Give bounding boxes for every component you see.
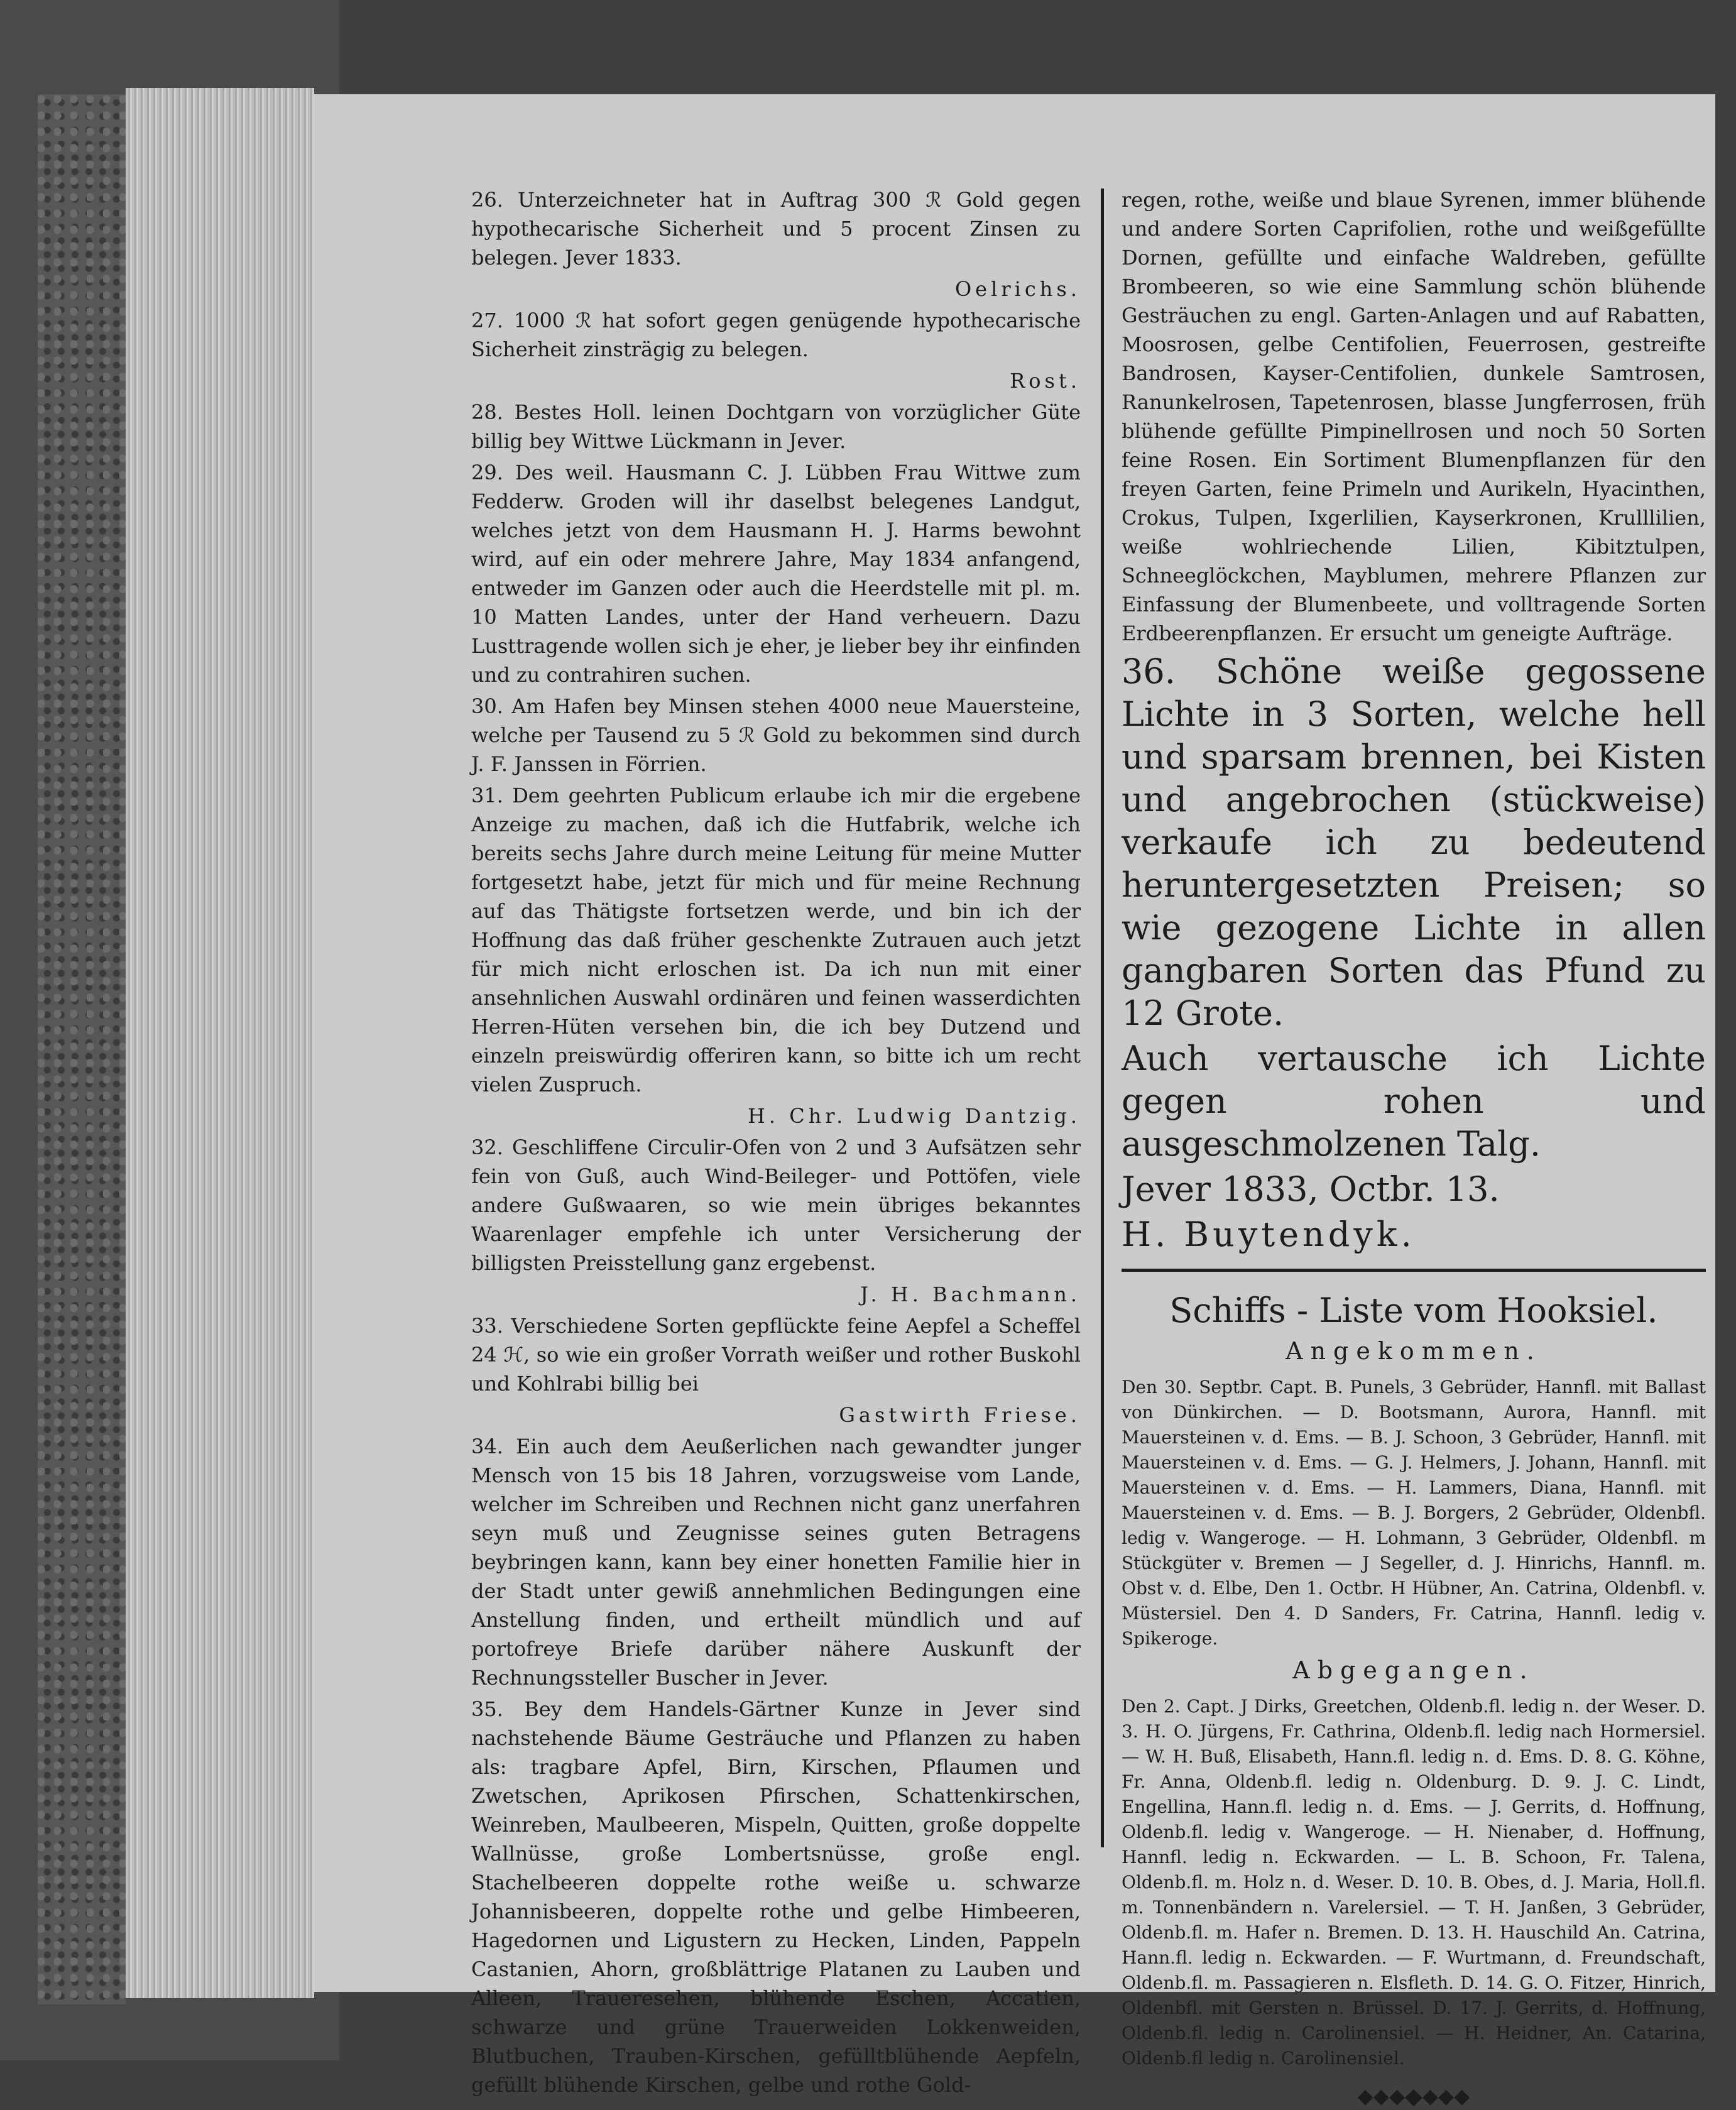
ad-32-text: 32. Geschliffene Circulir-Ofen von 2 und 3 Aufsätzen sehr fein von Guß, auch Wind-Beileger- und Pottöfen, viele andere Gußwaaren, so wie mein übriges bekanntes Waarenlager empfehle ich unter Versicherung der billigsten Preisstellung ganz ergebenst. xyxy=(471,1135,1081,1275)
ad-33-text: 33. Verschiedene Sorten gepflückte feine Aepfel a Scheffel 24 ℋ, so wie ein großer Vorrath weißer und rother Buskohl und Kohlrabi billig bei xyxy=(471,1314,1081,1396)
ship-list-title: Schiffs - Liste vom Hooksiel. xyxy=(1169,1291,1658,1330)
ad-31-text: 31. Dem geehrten Publicum erlaube ich mir die ergebene Anzeige zu machen, daß ich die Hutfabrik, welche ich bereits sechs Jahre durch meine Leitung für meine Mutter fortgesetzt habe, jetzt für mich und für meine Rechnung auf das Thätigste fortsetzen werde, und bin ich der Hoffnung das daß früher geschenkte Zutrauen auch jetzt für mich nicht erloschen ist. Da ich nun mit einer ansehnlichen Auswahl ordinären und feinen wasserdichten Herren-Hüten versehen bin, die ich bey Dutzend und einzeln preiswürdig offeriren kann, so bitte ich um recht vielen Zuspruch. xyxy=(471,784,1081,1096)
left-column xyxy=(471,185,1081,2102)
ad-29-text: 29. Des weil. Hausmann C. J. Lübben Frau Wittwe zum Fedderw. Groden will ihr daselbst belegenes Landgut, welches jetzt von dem Hausmann H. J. Harms bewohnt wird, auf ein oder mehrere Jahre, May 1834 anfangend, entweder im Ganzen oder auch die Heerdstelle mit pl. m. 10 Matten Landes, unter der Hand verheuern. Dazu Lusttragende wollen sich je eher, je lieber bey ihr einfinden und zu contrahiren suchen. xyxy=(471,461,1081,687)
ad-36-text-2: Auch vertausche ich Lichte gegen rohen und ausgeschmolzenen Talg. xyxy=(1122,1039,1706,1164)
ad-32-signature: J. H. Bachmann. xyxy=(860,1282,1081,1306)
page-edges xyxy=(126,88,314,1998)
ad-34-text: 34. Ein auch dem Aeußerlichen nach gewandter junger Mensch von 15 bis 18 Jahren, vorzugsweise vom Lande, welcher im Schreiben und Rechnen nicht ganz unerfahren seyn muß und Zeugnisse seines guten Betragens beybringen kann, kann bey einer honetten Familie hier in der Stadt unter gewiß annehmlichen Bedingungen eine Anstellung finden, und ertheilt mündlich und auf portofreye Briefe darüber nähere Auskunft der Rechnungssteller Buscher in Jever. xyxy=(471,1435,1081,1690)
ornament-divider: ⬥⬥⬥◆⬥⬥⬥ xyxy=(1357,2084,1470,2109)
right-column xyxy=(1122,185,1706,2110)
departed-list: Den 2. Capt. J Dirks, Greetchen, Oldenb.fl. ledig n. der Weser. D. 3. H. O. Jürgens, Fr. Cathrina, Oldenb.fl. ledig nach Hormersiel. — W. H. Buß, Elisabeth, Hann.fl. ledig n. d. Ems. D. 8. G. Köhne, Fr. Anna, Oldenb.fl. ledig n. Oldenburg. D. 9. J. C. Lindt, Engellina, Hann.fl. ledig n. d. Ems. — J. Gerrits, d. Hoffnung, Oldenb.fl. ledig v. Wangeroge. — H. Nienaber, d. Hoffnung, Hannfl. ledig n. Eckwarden. — L. B. Schoon, Fr. Talena, Oldenb.fl. m. Holz n. d. Weser. D. 10. B. Obes, d. J. Maria, Holl.fl. m. Tonnenbändern n. Varelersiel. — T. H. Janßen, 3 Gebrüder, Oldenb.fl. m. Hafer n. Bremen. D. 13. H. Hauschild An. Catrina, Hann.fl. ledig n. Eckwarden. — F. Wurtmann, d. Freundschaft, Oldenb.fl. m. Passagieren n. Elsfleth. D. 14. G. O. Fitzer, Hinrich, Oldenbfl. mit Gersten n. Brüssel. D. 17. J. Gerrits, d. Hoffnung, Oldenb.fl. ledig n. Carolinensiel. — H. Heidner, An. Catarina, Oldenb.fl ledig n. Carolinensiel. xyxy=(1122,1696,1706,2069)
ad-36-signature: H. Buytendyk. xyxy=(1122,1215,1416,1254)
departed-heading: Abgegangen. xyxy=(1292,1656,1535,1684)
ad-27-signature: Rost. xyxy=(1010,369,1081,393)
column-divider xyxy=(1101,189,1104,1847)
section-divider xyxy=(1122,1269,1706,1272)
arrived-heading: Angekommen. xyxy=(1286,1337,1542,1365)
ad-35-continuation: regen, rothe, weiße und blaue Syrenen, immer blühende und andere Sorten Caprifolien, rothe und weißgefüllte Dornen, gefüllte und einfache Waldreben, gefüllte Brombeeren, so wie eine Sammlung schön blühende Gesträuchen zu engl. Garten-Anlagen und auf Rabatten, Moosrosen, gelbe Centifolien, Feuerrosen, gestreifte Bandrosen, Kayser-Centifolien, dunkele Samtrosen, Ranunkelrosen, Tapetenrosen, blasse Jungferrosen, früh blühende gefüllte Pimpinellrosen und noch 50 Sorten feine Rosen. Ein Sortiment Blumenpflanzen für den freyen Garten, feine Primeln und Aurikeln, Hyacinthen, Crokus, Tulpen, Ixgerlilien, Kayserkronen, Krulllilien, weiße wohlriechende Lilien, Kibitztulpen, Schneeglöckchen, Mayblumen, mehrere Pflanzen zur Einfassung der Blumenbeete, und volltragende Sorten Erdbeerenpflanzen. Er ersucht um geneigte Aufträge. xyxy=(1122,188,1706,645)
ad-35-text: 35. Bey dem Handels-Gärtner Kunze in Jever sind nachstehende Bäume Gesträuche und Pflanzen zu haben als: tragbare Apfel, Birn, Kirschen, Pflaumen und Zwetschen, Aprikosen Pfirschen, Schattenkirschen, Weinreben, Maulbeeren, Mispeln, Quitten, große doppelte Wallnüsse, große Lombertsnüsse, große engl. Stachelbeeren doppelte rothe weiße u. schwarze Johannisbeeren, doppelte rothe und gelbe Himbeeren, Hagedornen und Ligustern zu Hecken, Linden, Pappeln Castanien, Ahorn, großblättrige Platanen zu Lauben und Alleen, Traueresehen, blühende Eschen, Accatien, schwarze und grüne Trauerweiden Lokkenweiden, Blutbuchen, Trauben-Kirschen, gefülltblühende Aepfeln, gefüllt blühende Kirschen, gelbe und rothe Gold- xyxy=(471,1697,1081,2097)
ad-31-signature: H. Chr. Ludwig Dantzig. xyxy=(747,1104,1081,1128)
marbled-cover-edge xyxy=(38,94,126,2004)
ad-30-text: 30. Am Hafen bey Minsen stehen 4000 neue Mauersteine, welche per Tausend zu 5 ℛ Gold zu bekommen sind durch J. F. Janssen in Förrien. xyxy=(471,694,1081,776)
ad-28-text: 28. Bestes Holl. leinen Dochtgarn von vorzüglicher Güte billig bey Wittwe Lückmann in Jever. xyxy=(471,400,1081,453)
ad-27-text: 27. 1000 ℛ hat sofort gegen genügende hypothecarische Sicherheit zinsträgig zu belegen. xyxy=(471,309,1081,361)
ad-26-signature: Oelrichs. xyxy=(954,277,1081,301)
ad-36-place-date: Jever 1833, Octbr. 13. xyxy=(1122,1169,1500,1209)
ad-26-text: 26. Unterzeichneter hat in Auftrag 300 ℛ Gold gegen hypothecarische Sicherheit und 5 procent Zinsen zu belegen. Jever 1833. xyxy=(471,188,1081,270)
arrived-list: Den 30. Septbr. Capt. B. Punels, 3 Gebrüder, Hannfl. mit Ballast von Dünkirchen. — D. Bootsmann, Aurora, Hannfl. mit Mauersteinen v. d. Ems. — B. J. Schoon, 3 Gebrüder, Hannfl. mit Mauersteinen v. d. Ems. — G. J. Helmers, J. Johann, Hannfl. mit Mauersteinen v. d. Ems. — H. Lammers, Diana, Hannfl. mit Mauersteinen v. d. Ems. — B. J. Borgers, 2 Gebrüder, Oldenbfl. ledig v. Wangeroge. — H. Lohmann, 3 Gebrüder, Oldenbfl. m Stückgüter v. Bremen — J Segeller, d. J. Hinrichs, Hannfl. m. Obst v. d. Elbe, Den 1. Octbr. H Hübner, An. Catrina, Oldenbfl. v. Müstersiel. Den 4. D Sanders, Fr. Catrina, Hannfl. ledig v. Spikeroge. xyxy=(1122,1377,1706,1649)
ad-33-signature: Gastwirth Friese. xyxy=(839,1403,1081,1427)
ad-36-text: 36. Schöne weiße gegossene Lichte in 3 Sorten, welche hell und sparsam brennen, bei Kisten und angebrochen (stückweise) verkaufe ich zu bedeutend heruntergesetzten Preisen; so wie gezogene Lichte in allen gangbaren Sorten das Pfund zu 12 Grote. xyxy=(1122,652,1706,1033)
